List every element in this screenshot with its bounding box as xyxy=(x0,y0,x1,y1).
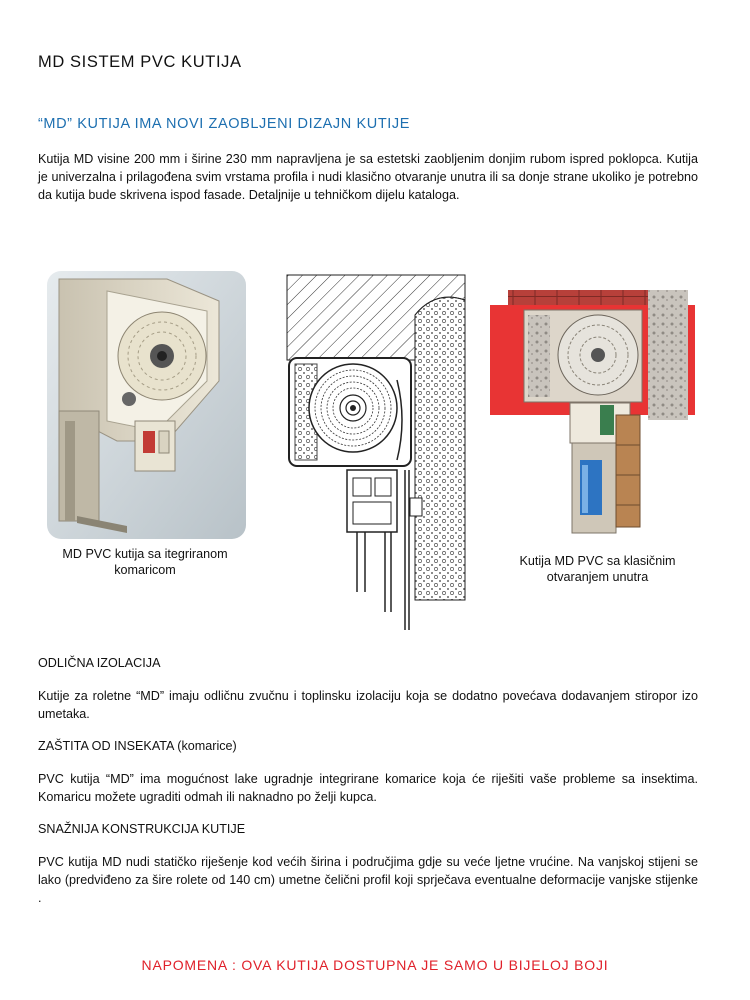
section-text-insekti: PVC kutija “MD” ima mogućnost lake ugradnje integrirane komarice koja će riješiti vaše probleme sa insektima. Komaricu možete ugraditi odmah ili naknadno po želji kupca. xyxy=(38,772,698,804)
intro-paragraph: Kutija MD visine 200 mm i širine 230 mm napravljena je sa estetski zaobljenim donjim rubom ispred poklopca. Kutija je univerzalna i prilagođena svim vrstama profila i nudi klasično otvaranje unutra ili sa donje strane ukoliko je potrebno da kutija bude skrivena ispod fasade. Detaljnije u tehničkom dijelu kataloga. xyxy=(38,152,698,202)
section-heading-insekti: ZAŠTITA OD INSEKATA (komarice) xyxy=(38,739,237,753)
left-caption-line-1: MD PVC kutija sa itegriranom xyxy=(62,547,228,561)
section-text-izolacija: Kutije za roletne “MD” imaju odličnu zvučnu i toplinsku izolaciju koja se dodatno povećava dodavanjem stiropor izo umetaka. xyxy=(38,689,698,721)
cutaway-red-box xyxy=(480,285,695,540)
photo-md-box-komarica xyxy=(47,271,246,539)
technical-drawing xyxy=(265,270,470,630)
left-caption-line-2: komaricom xyxy=(114,563,176,577)
page-subtitle: “MD” KUTIJA IMA NOVI ZAOBLJENI DIZAJN KUTIJE xyxy=(38,116,411,132)
right-caption-line-1: Kutija MD PVC sa klasičnim xyxy=(519,554,676,568)
section-heading-izolacija: ODLIČNA IZOLACIJA xyxy=(38,656,161,670)
right-figure-caption xyxy=(480,553,715,585)
right-caption-line-2: otvaranjem unutra xyxy=(546,570,649,584)
page-title: MD SISTEM PVC KUTIJA xyxy=(38,53,242,71)
left-figure-caption xyxy=(30,546,260,578)
footer-note: NAPOMENA : OVA KUTIJA DOSTUPNA JE SAMO U BIJELOJ BOJI xyxy=(141,957,609,973)
section-text-konstrukcija: PVC kutija MD nudi statičko riješenje kod većih širina i područjima gdje su veće ljetne vrućine. Na vanjskoj stijeni se lako (predviđeno za šire rolete od 140 cm) umetne čelični profil koji sprječava eventualne deformacije vanjske stijenke . xyxy=(38,855,698,905)
section-heading-konstrukcija: SNAŽNIJA KONSTRUKCIJA KUTIJE xyxy=(38,822,246,836)
